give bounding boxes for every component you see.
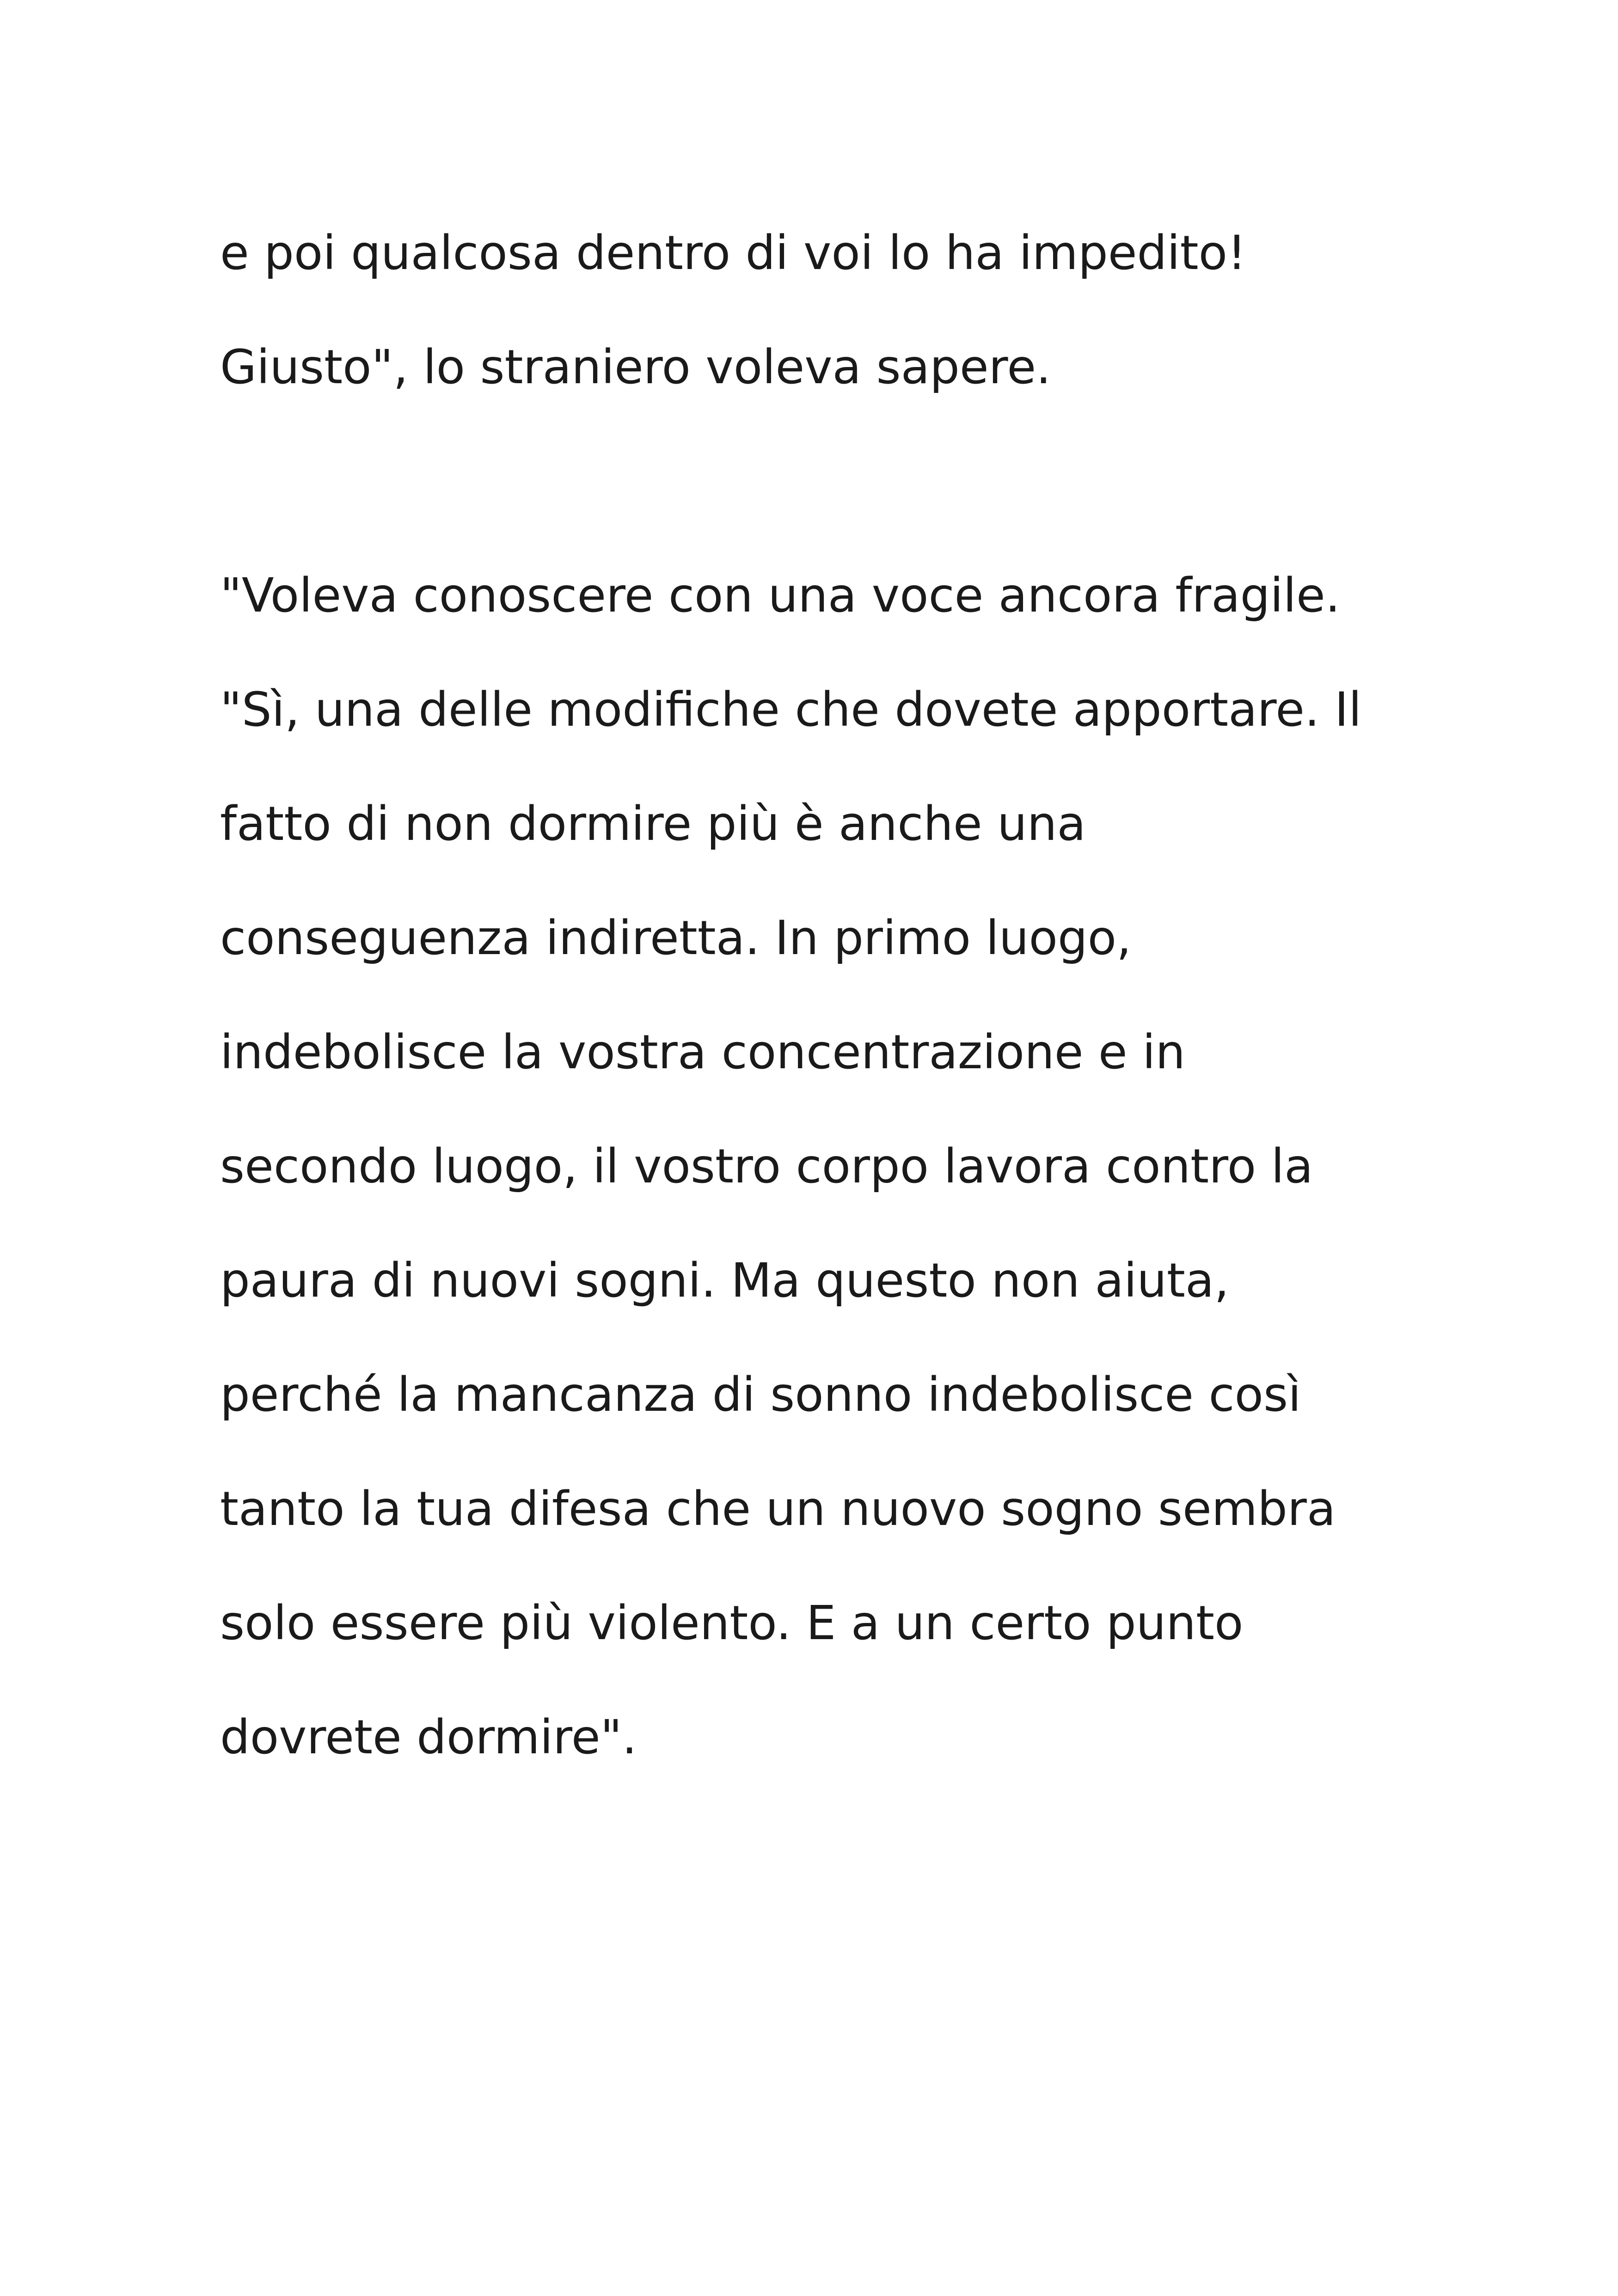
text-line: Giusto", lo straniero voleva sapere.	[220, 340, 1051, 395]
text-line: e poi qualcosa dentro di voi lo ha impedito!	[220, 226, 1246, 281]
text-line: solo essere più violento. E a un certo punto	[220, 1596, 1244, 1651]
text-line: paura di nuovi sogni. Ma questo non aiuta,	[220, 1253, 1229, 1308]
text-line: perché la mancanza di sonno indebolisce così	[220, 1367, 1301, 1422]
text-line: dovrete dormire".	[220, 1710, 637, 1765]
text-line: "Sì, una delle modifiche che dovete apportare. Il	[220, 682, 1362, 737]
text-line: conseguenza indiretta. In primo luogo,	[220, 911, 1132, 966]
text-line: secondo luogo, il vostro corpo lavora contro la	[220, 1139, 1313, 1194]
text-line: fatto di non dormire più è anche una	[220, 796, 1086, 851]
text-line: "Voleva conoscere con una voce ancora fragile.	[220, 568, 1341, 623]
text-line: indebolisce la vostra concentrazione e in	[220, 1025, 1186, 1080]
text-line: tanto la tua difesa che un nuovo sogno sembra	[220, 1482, 1336, 1537]
